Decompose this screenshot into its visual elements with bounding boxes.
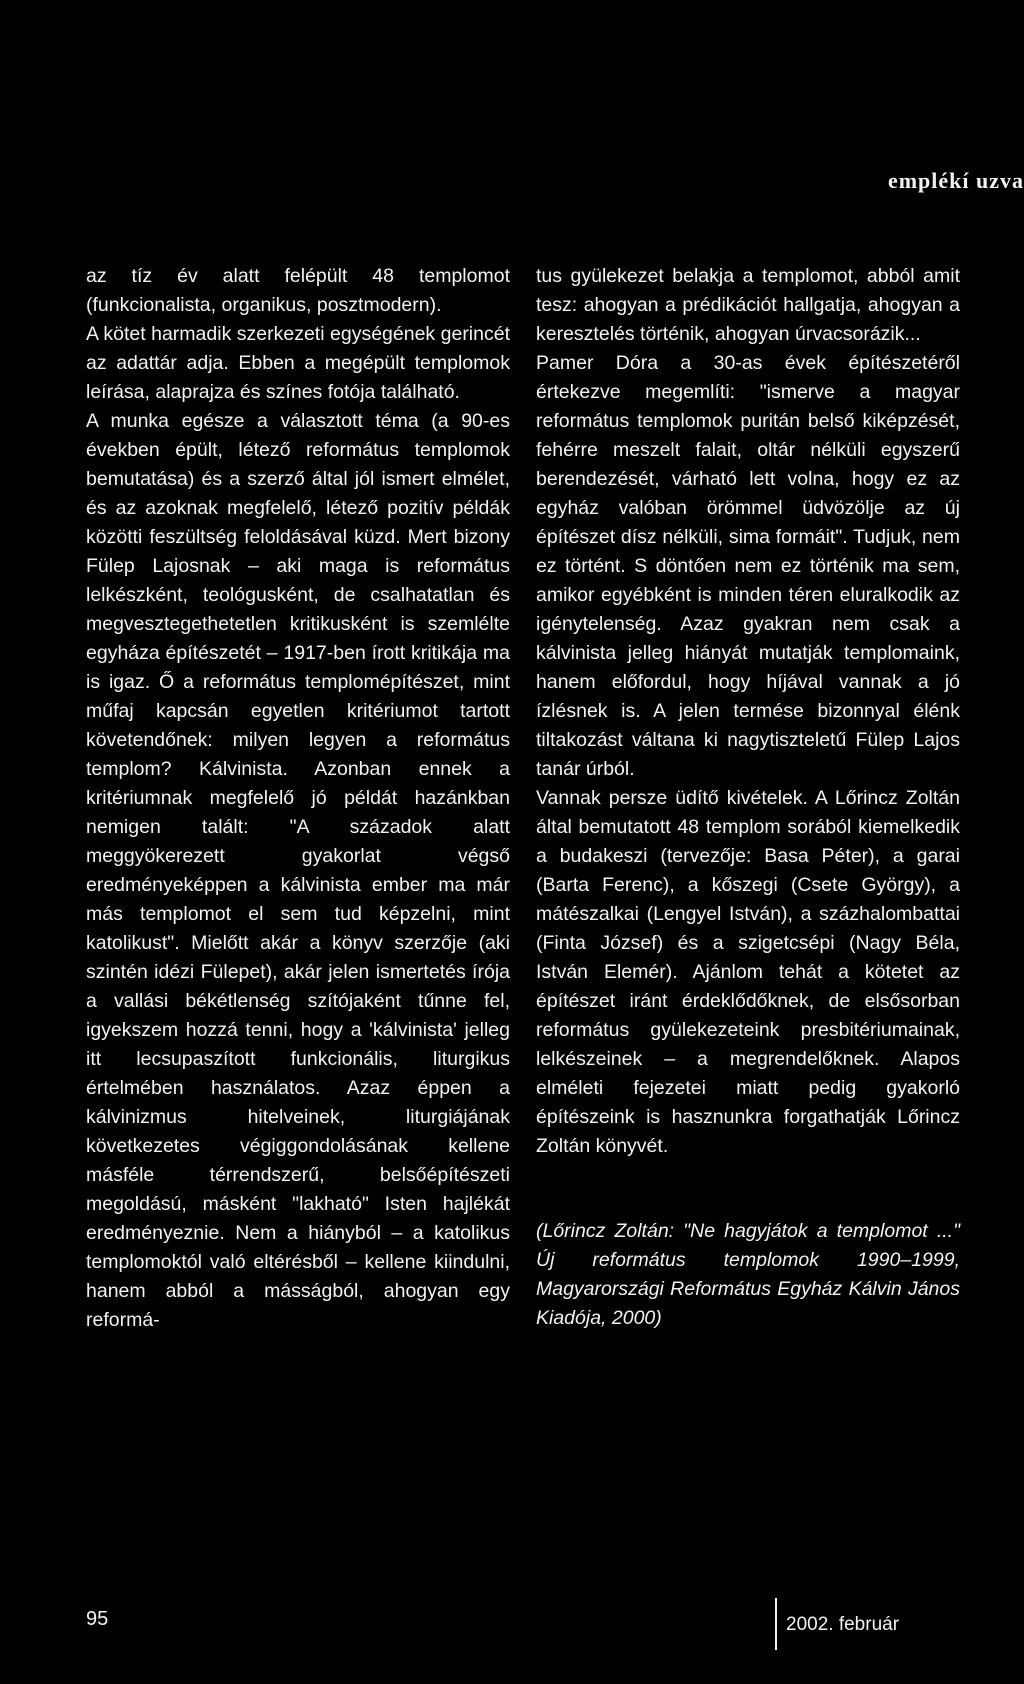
- issue-date: 2002. február: [786, 1614, 900, 1635]
- footer-divider: [775, 1598, 777, 1650]
- left-column: [86, 262, 510, 1335]
- right-column: [536, 262, 960, 1333]
- paragraph: A munka egésze a választott téma (a 90-es években épült, létező református templomok bemutatása) és a szerző által jól ismert elmélet, és az azoknak megfelelő, létező pozitív példák közötti feszültség feloldásával küzd. Mert bizony Fülep Lajosnak – aki maga is református lelkészként, teológusként, de csalhatatlan és megvesztegethetetlen kritikusként is szemlélte egyháza építészetét – 1917-ben írott kritikája ma is igaz. Ő a református templomépítészet, mint műfaj kapcsán egyetlen kritériumot tartott követendőnek: milyen legyen a református templom? Kálvinista. Azonban ennek a kritériumnak megfelelő jó példát hazánkban nemigen talált: "A századok alatt meggyökerezett gyakorlat végső eredményeképpen a kálvinista ember ma már más templomot el sem tud képzelni, mint katolikust". Mielőtt akár a könyv szerzője (aki szintén idézi Fülepet), akár jelen ismertetés írója a vallási békétlenség szítójaként tűnne fel, igyekszem hozzá tenni, hogy a 'kálvinista' jelleg itt lecsupaszított funkcionális, liturgikus értelmében használatos. Azaz éppen a kálvinizmus hitelveinek, liturgiájának következetes végiggondolásának kellene másféle térrendszerű, belsőépítészeti megoldású, másként "lakható" Isten hajlékát eredményeznie. Nem a hiányból – a katolikus templomoktól való eltérésből – kellene kiindulni, hanem abból a másságból, ahogyan egy reformá-: [86, 410, 510, 1331]
- paragraph: Pamer Dóra a 30-as évek építészetéről értekezve megemlíti: "ismerve a magyar református templomok puritán belső kiképzését, fehérre meszelt falait, oltár nélküli egyszerű berendezését, várható lett volna, hogy ez az egyház valóban örömmel üdvözölje az új építészet dísz nélküli, sima formáit". Tudjuk, nem ez történt. S döntően nem ez történik ma sem, amikor egyébként is minden téren eluralkodik az igénytelenség. Azaz gyakran nem csak a kálvinista jelleg hiányát mutatják templomaink, hanem előfordul, hogy híjával vannak a jó ízlésnek is. A jelen termése bizonnyal élénk tiltakozást váltana ki nagytiszteletű Fülep Lajos tanár úrból.: [536, 352, 960, 780]
- book-citation: (Lőrincz Zoltán: "Ne hagyjátok a templomot ..." Új református templomok 1990–1999, Magyarországi Református Egyház Kálvin János Kiadója, 2000): [536, 1220, 960, 1329]
- running-header: emplékí uzva: [887, 168, 1024, 193]
- paragraph: A kötet harmadik szerkezeti egységének gerincét az adattár adja. Ebben a megépült templomok leírása, alaprajza és színes fotója található.: [86, 323, 510, 403]
- paragraph: tus gyülekezet belakja a templomot, abból amit tesz: ahogyan a prédikációt hallgatja, ahogyan a keresztelés történik, ahogyan úrvacsorázik...: [536, 265, 960, 345]
- page-number: 95: [86, 1608, 109, 1630]
- paragraph: az tíz év alatt felépült 48 templomot (funkcionalista, organikus, posztmodern).: [86, 265, 510, 316]
- paragraph: Vannak persze üdítő kivételek. A Lőrincz Zoltán által bemutatott 48 templom sorából kiemelkedik a budakeszi (tervezője: Basa Péter), a garai (Barta Ferenc), a kőszegi (Csete György), a mátészalkai (Lengyel István), a százhalombattai (Finta József) és a szigetcsépi (Nagy Béla, István Elemér). Ajánlom tehát a kötetet az építészet iránt érdeklődőknek, de elsősorban református gyülekezeteink presbitériumainak, lelkészeinek – a megrendelőknek. Alapos elméleti fejezetei miatt pedig gyakorló építészeink is hasznunkra forgathatják Lőrincz Zoltán könyvét.: [536, 787, 960, 1157]
